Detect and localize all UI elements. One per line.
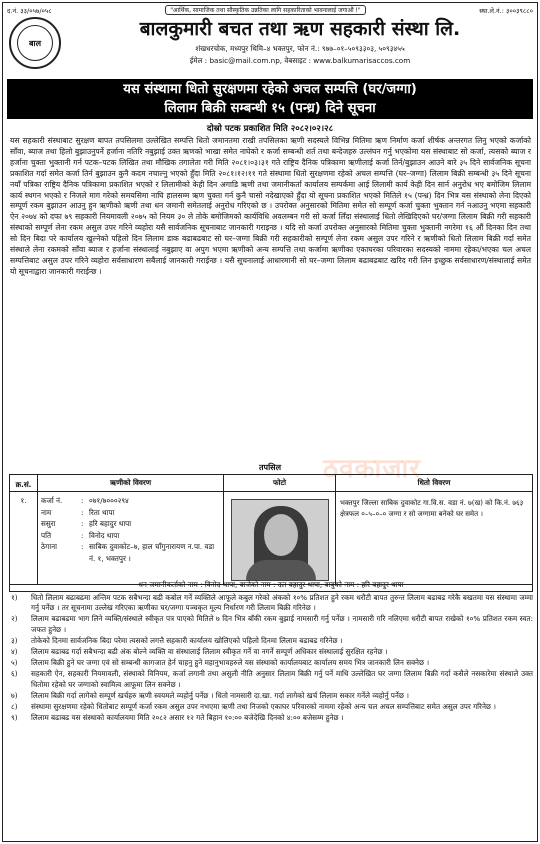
- row-serial: १.: [10, 492, 38, 585]
- info-loan-number: कर्जा नं. : ०७१/७०००२९४: [41, 496, 129, 505]
- notice-body: यस सहकारी संस्थाबाट सुरक्षण बापत तपसिलमा उल्लेखित सम्पत्ति धितो जमानतमा राखी तपसिलका ऋणी सदस्यले विभिन्न मितिमा ऋण निर्माण कर्जा शीर्षक अन्तरगत लिनु भएको कर्जाको साँवा, ब्याज तथा हिलो बुझाउनुपर्ने हर्जाना नतिरि नबुझाई उक्त ऋणको भाखा समेत नाघेको र कर्जा सम्बन्धी शर्त तथा बन्देजहरु उल्लंघन गर्नु भएकोमा यस संस्थाबाट सो कर्जा, त्यसको ब्याज र हर्जाना चुक्ता भुक्तानी गर्न पटक–पटक लिखित तथा मौखिक तगालेता गरी मिति २०८१।०३।३१ गते राष्ट्रिय दैनिक पत्रिकामा ऋणीलाई कर्जा तिर्न/बुझाउन आउने बारे ३५ दिने सार्वजनिक सूचना प्रकाशित गर्दा समेत कर्जा तिर्न बुझाउन कुनै कदम नचाल्नु भएको हुँदा मिति २०८१।१२।११ गते संस्थामा धितो सुरक्षणमा रहेको अचल सम्पत्ति (घर–जग्गा) लिलाम बिक्री सम्बन्धी ३५ दिने सूचना नयाँ पत्रिका राष्ट्रिय दैनिक पत्रिकामा प्रकाशित भएको र लिलामीको केही दिन अगाडि ऋणी तथा जमानीकर्ता कार्यालय सम्पर्कमा आई लिलामी कार्य केही दिन सार्न अनुरोध भए बमोजिम लिलाम कार्य स्थगन भएको र निजले माग गरेको समयसिमा नाघि हालसम्म ऋण चुक्ता गर्न कुनै चासो नदेखाएको हुँदा यो सूचना प्रकाशित भएको मितिले १५ (पन्ध्र) दिन भित्र यस संस्थाको लेना दिएको सम्पूर्ण रकम बुझाउन आउनु हुन ऋणीको ऋणी तथा धन जमानी समेतलाई अनुरोध गरिएको छ । उपरोक्त अनुसारको मितिमा समेत सो सम्पूर्ण कर्जा चुक्ता भुक्तान गर्न नआउनु भएमा सहकारी ऐन २०७४ को दफा ७९ सहकारी नियमावली २०७५ को नियम ३० ले तोके बमोजिमको कार्यविधि अवलम्बन गरी सो कर्जा लिँदा संस्थालाई धितो लेखिदिएको घर/जग्गा लिलाम बिक्री गरी सहकारी संस्थाको सम्पूर्ण लेना रकम असुल उपर गरिने व्यहोरा यसै सार्वजनिक सूचनाबाट जानकारी गराइन्छ । यदि सो कर्जा उपरोक्त अनुसारको मितिमा चुक्ता भुक्तानी नगरेमा १६ औं दिनका दिन तथा सो दिन बिदा परे कार्यालय खुल्नेको पहिलो दिन लिलाम डाक बढाबढबाट सो घर–जग्गा बिक्री गरी सहकारीको सम्पूर्ण लेना रकम असुल उपर गरिने र ऋणीको धितो लिलाम बिक्री गर्दा समेत संस्थाले लेना रकमको साँवा ब्याज र हर्जाना संस्थालाई नबुझाए वा अपुग भएमा ऋणीको अन्य सम्पत्ति तथा कर्जामा ऋणीका एकाघरका परिवारका सदस्यको नाममा रहेका/भएका चल अचल सम्पत्तिबाट असुल उपर गरिने व्यहोरा सर्वसाधारण सबैलाई जानकारी गराईन्छ । यसै सूचनालाई आधारमानी सो घर–जग्गा लिलाम बढाबढबाट खरिद गरी लिन इच्छुक सर्वसाधारण/संस्थालाई समेत यो सूचनाद्वारा जानकारी गराईन्छ ।: [10, 136, 531, 276]
- cooperative-logo-icon: [9, 17, 61, 69]
- header-collateral: धितो विवरण: [336, 475, 533, 492]
- logo-emblem: बाल: [17, 25, 53, 61]
- registration-number: द.नं. ३३/०५७/०५८: [7, 6, 52, 15]
- photo-cell: [224, 492, 336, 585]
- registration-row: [3, 3, 537, 17]
- organization-address: शंखधरचोक, मध्यपुर थिमि–४ भक्तपुर, फोन नं.: ९७७–०१–५०९३३०३, ५०९३४५५: [195, 44, 405, 53]
- list-item: ९) लिलाम बढाबढ यस संस्थाको कार्यालयमा मिति २०८२ असार १२ गते बिहान १०:०० बजेदेखि दिनको ४:०० बजेसम्म हुनेछ ।: [11, 713, 344, 723]
- terms-list: [9, 593, 533, 724]
- list-item: ५) लिलाम बिक्री हुने घर जग्गा एवं सो सम्बन्धी कागजात हेर्न चाहनु हुने महानुभावहरुले यस संस्थाको कार्यालयबाट कार्यालय समय भित्र जानकारी लिन सक्नेछ ।: [11, 658, 430, 668]
- banner-line-2: लिलाम बिक्री सम्बन्धी १५ (पन्ध्र) दिने सूचना: [164, 101, 376, 116]
- organization-name: बालकुमारी बचत तथा ऋण सहकारी संस्था लि.: [139, 18, 461, 40]
- collateral-details: भक्तपुर जिल्ला साबिक दुवाकोट गा.वि.स. वडा नं. ७(ख) को कि.नं. ७६३ क्षेत्रफल ०–५–०–० जग्गा र सो जग्गामा बनेको घर समेत ।: [336, 492, 533, 585]
- header-serial: क्र.सं.: [10, 475, 38, 492]
- borrower-photo: [231, 499, 329, 581]
- tagline: "आर्थिक, सामाजिक तथा सौस्कृतिक उन्नतिका लागि सहकारिताको भावनालाई जगाऔं !": [165, 5, 365, 15]
- list-item: ४) लिलाम बढाबढ गर्दा सबैभन्दा बढी अंक बोल्ने व्यक्ति वा संस्थालाई लिलाम स्वीकृत गर्ने वा नगर्ने सम्पूर्ण अधिकार संस्थालाई सुरक्षित रहनेछ ।: [11, 647, 388, 657]
- table-row: [10, 492, 533, 585]
- info-name: नाम : रिता थापा: [41, 507, 115, 517]
- header-borrower: ऋणीको विवरण: [38, 475, 224, 492]
- table-header-row: [10, 475, 533, 492]
- publication-date: दोस्रो पटक प्रकाशित मिति २०८२।०२।२८: [206, 124, 334, 134]
- header-photo: फोटो: [224, 475, 336, 492]
- guarantor-line: धन जमानीकर्ताको नाम : विनोद थापा, बाजेको नाम : दल बहादुर थापा, बाबुको नाम : हरि बहादुर थापा: [9, 578, 533, 592]
- info-father-in-law: ससुरा : हरि बहादुर थापा: [41, 519, 132, 528]
- watermark: ठवकाजार: [323, 454, 421, 484]
- info-address: ठेगाना : साबिक दुवाकोट–७, हाल चाँगुनारायण न.पा. वडा नं. १, भक्तपुर ।: [41, 542, 215, 563]
- organization-contact: ईमेल : basic@mail.com.np, वेबसाइट : www.balkumarisaccos.com: [189, 56, 411, 65]
- list-item: ७) लिलाम बिक्री गर्दा लागेको सम्पूर्ण खर्चहरु ऋणी स्वयमले व्यहोर्नु पर्नेछ । धितो नामसारी दा.खा. गर्दा लागेको खर्च लिलाम सकार गर्नेले व्यहोर्नु पर्नेछ ।: [11, 690, 409, 700]
- list-item: १) धितो लिलाम बढाबढमा अन्तिम पटक सबैभन्दा बढी कबोल गर्ने व्यक्तिले आफूले कबुल गरेको अंकको १०% प्रतिशत हुने रकम धरौटी बापत तुरुन्त लिलाम बढाबढ गरेकै बखतमा यस संस्थामा जम्मा गर्नु पर्नेछ । तर सूचनामा उल्लेख गरिएका ऋणीका घर/जग्गा पञ्चकृत मूल्य निर्धारण गरी लिलाम बिक्री गरिनेछ ।: [11, 593, 533, 613]
- list-item: ६) सहकारी ऐन, सहकारी नियमावली, संस्थाको विनियम, कर्जा लगानी तथा असुली नीति अनुसार लिलाम बिक्री गर्नु पर्ने माथि उल्लेखित घर जग्गा लिलाम बिक्री गर्दा कसैले नसकारेमा संस्थाले उक्त धितोमा रहेको घर जग्गाको स्वामित्व आफूमा लिन सक्नेछ ।: [11, 669, 533, 689]
- list-item: २) लिलाम बढाबढमा भाग लिने व्यक्ति/संस्थाले स्वीकृत पत्र पाएको मितिले ७ दिन भित्र बाँकी रकम बुझाई नामसारी गर्नु पर्नेछ । नामसारी गरि नलिएमा धरौटी बापत राखेको १०% प्रतिशत रकम स्वत: जफत हुनेछ ।: [11, 614, 533, 634]
- info-husband: पति : विनोद थापा: [41, 530, 120, 540]
- borrower-details: [38, 492, 224, 585]
- letterhead: [3, 17, 537, 79]
- list-item: ३) तोकेको दिनमा सार्वजनिक बिदा परेमा त्यसको लगत्तै सहकारी कार्यालय खोलिएको पहिलो दिनमा लिलाम बढाबढ गरिनेछ ।: [11, 635, 343, 645]
- list-item: ८) संस्थामा सुरक्षणमा रहेको धितोबाट सम्पूर्ण कर्जा रकम असुल उपर नभएमा ऋणी तथा निजको एकाघर परिवारको नाममा रहेको अन्य चल अचल सम्पत्तिबाट समेत असुल उपर गरिनेछ ।: [11, 702, 496, 712]
- notice-banner: [7, 79, 533, 119]
- banner-line-1: यस संस्थामा धितो सुरक्षणमा रहेको अचल सम्पत्ति (घर/जग्गा): [123, 82, 417, 97]
- permanent-account-number: स्था.ले.नं.: ३००३९८८०: [479, 6, 533, 15]
- notice-page: [2, 2, 538, 842]
- schedule-table: [9, 474, 533, 585]
- schedule-title: तपसिल: [258, 463, 281, 472]
